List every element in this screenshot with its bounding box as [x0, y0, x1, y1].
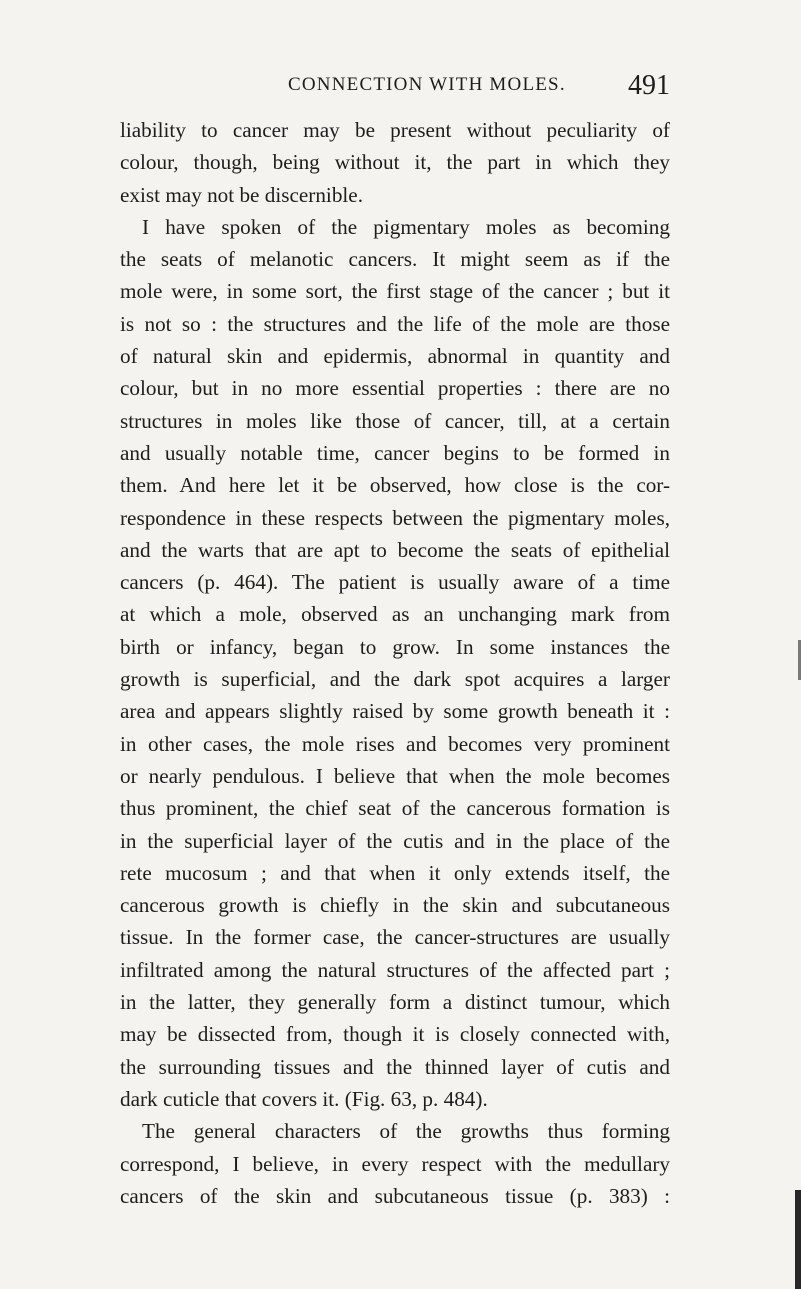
text-line: may be dissected from, though it is closely connected with, [120, 1022, 670, 1047]
text-line: liability to cancer may be present without peculiarity of [120, 118, 670, 142]
text-line: colour, but in no more essential properties : there are no [120, 376, 670, 401]
text-line: correspond, I believe, in every respect with the medullary [120, 1151, 670, 1176]
text-line: exist may not be discernible. [120, 182, 364, 207]
text-line: at which a mole, observed as an unchanging mark from [120, 602, 670, 627]
page-number: 491 [628, 70, 670, 101]
text-line: growth is superficial, and the dark spot acquires a larger [120, 667, 670, 692]
body-text [120, 114, 670, 1212]
text-line: and usually notable time, cancer begins to be formed in [120, 440, 670, 465]
text-line: in other cases, the mole rises and becomes very prominent [120, 731, 670, 756]
text-line: infiltrated among the natural structures of the affected part ; [120, 957, 670, 982]
text-line: and the warts that are apt to become the seats of epithelial [120, 537, 670, 562]
text-line: rete mucosum ; and that when it only extends itself, the [120, 860, 670, 885]
text-line: dark cuticle that covers it. (Fig. 63, p. 484). [120, 1086, 488, 1111]
text-line: is not so : the structures and the life of the mole are those [120, 311, 670, 336]
text-line: mole were, in some sort, the first stage of the cancer ; but it [120, 279, 670, 304]
text-line: of natural skin and epidermis, abnormal in quantity and [120, 344, 670, 369]
text-line: tissue. In the former case, the cancer-structures are usually [120, 925, 670, 950]
text-line: cancers (p. 464). The patient is usually aware of a time [120, 570, 670, 595]
text-line: birth or infancy, began to grow. In some instances the [120, 634, 670, 659]
page-edge-shadow [795, 1190, 801, 1289]
page-header [120, 70, 670, 106]
running-title: CONNECTION WITH MOLES. [288, 74, 566, 95]
text-line: I have spoken of the pigmentary moles as becoming [142, 214, 670, 239]
text-line: them. And here let it be observed, how close is the cor- [120, 473, 670, 498]
text-line: in the latter, they generally form a distinct tumour, which [120, 990, 670, 1015]
text-line: thus prominent, the chief seat of the cancerous formation is [120, 796, 670, 821]
text-line: or nearly pendulous. I believe that when the mole becomes [120, 763, 670, 788]
text-line: cancerous growth is chiefly in the skin and subcutaneous [120, 893, 670, 918]
text-line: structures in moles like those of cancer, till, at a certain [120, 408, 670, 433]
text-line: in the superficial layer of the cutis and in the place of the [120, 828, 670, 853]
text-line: the surrounding tissues and the thinned layer of cutis and [120, 1054, 670, 1079]
text-line: The general characters of the growths thus forming [142, 1119, 670, 1144]
text-line: the seats of melanotic cancers. It might seem as if the [120, 247, 670, 272]
text-line: respondence in these respects between the pigmentary moles, [120, 505, 670, 530]
text-line: cancers of the skin and subcutaneous tissue (p. 383) : [120, 1183, 670, 1208]
text-line: colour, though, being without it, the part in which they [120, 150, 670, 175]
text-line: area and appears slightly raised by some growth beneath it : [120, 699, 670, 724]
